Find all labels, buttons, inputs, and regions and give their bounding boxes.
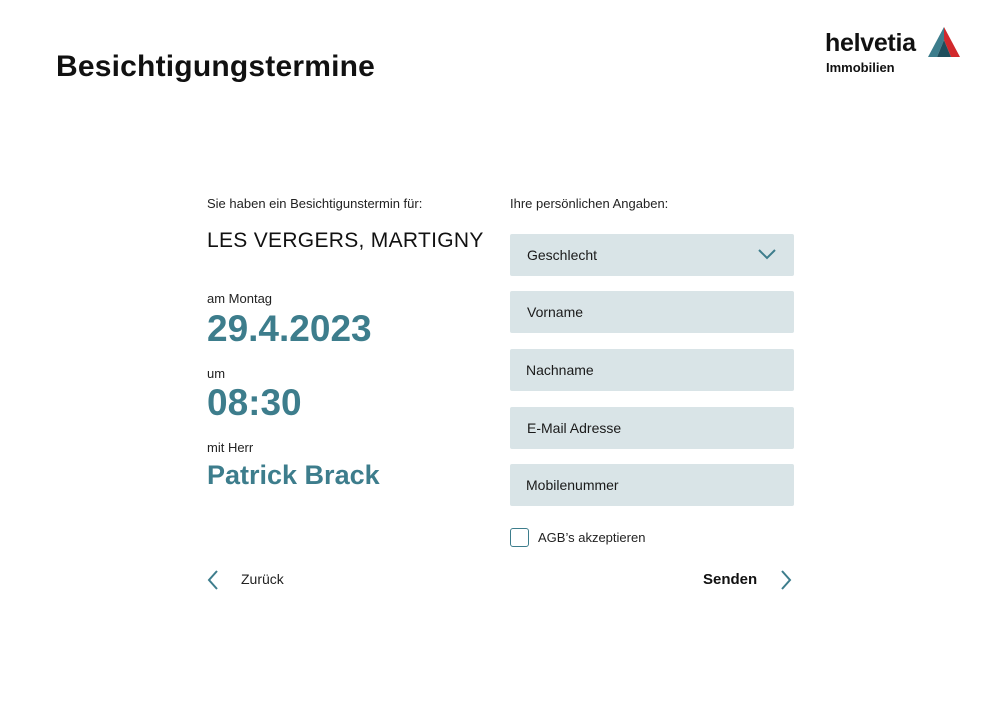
terms-checkbox[interactable] — [510, 528, 529, 547]
back-button-label: Zurück — [241, 571, 284, 587]
chevron-down-icon — [758, 247, 776, 261]
helvetia-mark-icon — [927, 26, 961, 58]
first-name-input[interactable] — [510, 291, 794, 333]
back-button[interactable] — [207, 568, 307, 592]
page-title: Besichtigungstermine — [56, 50, 376, 83]
last-name-placeholder: Nachname — [526, 362, 594, 378]
gender-select[interactable] — [510, 234, 794, 276]
chevron-left-icon — [207, 570, 219, 590]
email-input[interactable] — [510, 407, 794, 449]
mobile-placeholder: Mobilenummer — [526, 477, 619, 493]
logo-subtitle: Immobilien — [826, 60, 895, 75]
appointment-person: Patrick Brack — [207, 460, 380, 490]
appointment-time: 08:30 — [207, 382, 302, 423]
appointment-intro-label: Sie haben ein Besichtigunstermin für: — [207, 196, 423, 211]
appointment-date: 29.4.2023 — [207, 308, 372, 349]
person-label: mit Herr — [207, 440, 254, 455]
terms-checkbox-row[interactable] — [510, 528, 710, 548]
chevron-right-icon — [780, 570, 792, 590]
gender-select-placeholder: Geschlecht — [527, 247, 598, 263]
send-button[interactable] — [700, 568, 796, 592]
time-label: um — [207, 366, 226, 381]
mobile-input[interactable] — [510, 464, 794, 506]
date-label: am Montag — [207, 291, 273, 306]
last-name-input[interactable] — [510, 349, 794, 391]
email-placeholder: E-Mail Adresse — [527, 420, 622, 436]
form-heading: Ihre persönlichen Angaben: — [510, 196, 669, 211]
send-button-label: Senden — [703, 571, 758, 588]
appointment-location: LES VERGERS, MARTIGNY — [207, 229, 484, 252]
helvetia-logo[interactable] — [825, 26, 965, 78]
first-name-placeholder: Vorname — [527, 304, 584, 320]
logo-wordmark: helvetia — [825, 29, 916, 57]
terms-label[interactable]: AGB’s akzeptieren — [538, 530, 646, 545]
